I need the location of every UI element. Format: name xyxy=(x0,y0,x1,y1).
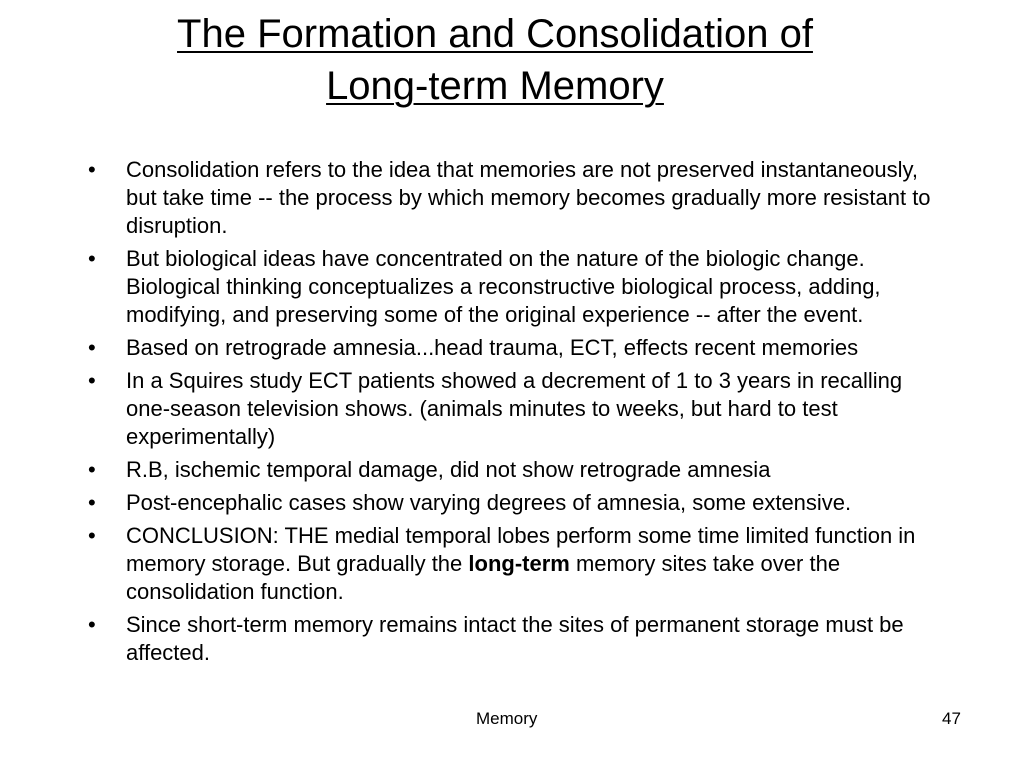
bullet-item xyxy=(88,334,948,362)
bullet-dot-icon: • xyxy=(88,157,96,182)
bullet-dot-icon: • xyxy=(88,457,96,482)
footer-label: Memory xyxy=(476,709,538,728)
bullet-text-after: memory sites take over the consolidation function. xyxy=(126,551,841,604)
bullet-item xyxy=(88,522,948,606)
bullet-text: Based on retrograde amnesia...head trauma, ECT, effects recent memories xyxy=(126,335,859,360)
bullet-text: Since short-term memory remains intact the sites of permanent storage must be affected. xyxy=(126,612,904,665)
bullet-dot-icon: • xyxy=(88,335,96,360)
slide-title-line-2: Long-term Memory xyxy=(326,64,664,108)
bullet-list xyxy=(88,156,948,672)
bullet-dot-icon: • xyxy=(88,490,96,515)
bullet-item xyxy=(88,456,948,484)
bullet-text: R.B, ischemic temporal damage, did not show retrograde amnesia xyxy=(126,457,771,482)
bullet-item xyxy=(88,367,948,451)
slide-title-line-1: The Formation and Consolidation of xyxy=(177,12,813,56)
page-number: 47 xyxy=(942,709,961,728)
bullet-dot-icon: • xyxy=(88,368,96,393)
bullet-text: Consolidation refers to the idea that memories are not preserved instantaneously, but take time -- the process by which memory becomes gradually more resistant to disruption. xyxy=(126,157,931,238)
bullet-item xyxy=(88,245,948,329)
bullet-text: Post-encephalic cases show varying degrees of amnesia, some extensive. xyxy=(126,490,852,515)
bullet-dot-icon: • xyxy=(88,246,96,271)
bullet-text: In a Squires study ECT patients showed a decrement of 1 to 3 years in recalling one-season television shows. (animals minutes to weeks, but hard to test experimentally) xyxy=(126,368,903,449)
bullet-item xyxy=(88,611,948,667)
bullet-dot-icon: • xyxy=(88,523,96,548)
slide-title xyxy=(60,8,930,112)
bullet-item xyxy=(88,489,948,517)
bullet-item xyxy=(88,156,948,240)
bullet-text-before: CONCLUSION: THE medial temporal lobes perform some time limited function in memory storage. But gradually the xyxy=(126,523,916,576)
bullet-text: But biological ideas have concentrated on the nature of the biologic change. Biological thinking conceptualizes a reconstructive biological process, adding, modifying, and preserving some of the original experience -- after the event. xyxy=(126,246,881,327)
bullet-dot-icon: • xyxy=(88,612,96,637)
bullet-text-bold: long-term xyxy=(468,551,570,576)
